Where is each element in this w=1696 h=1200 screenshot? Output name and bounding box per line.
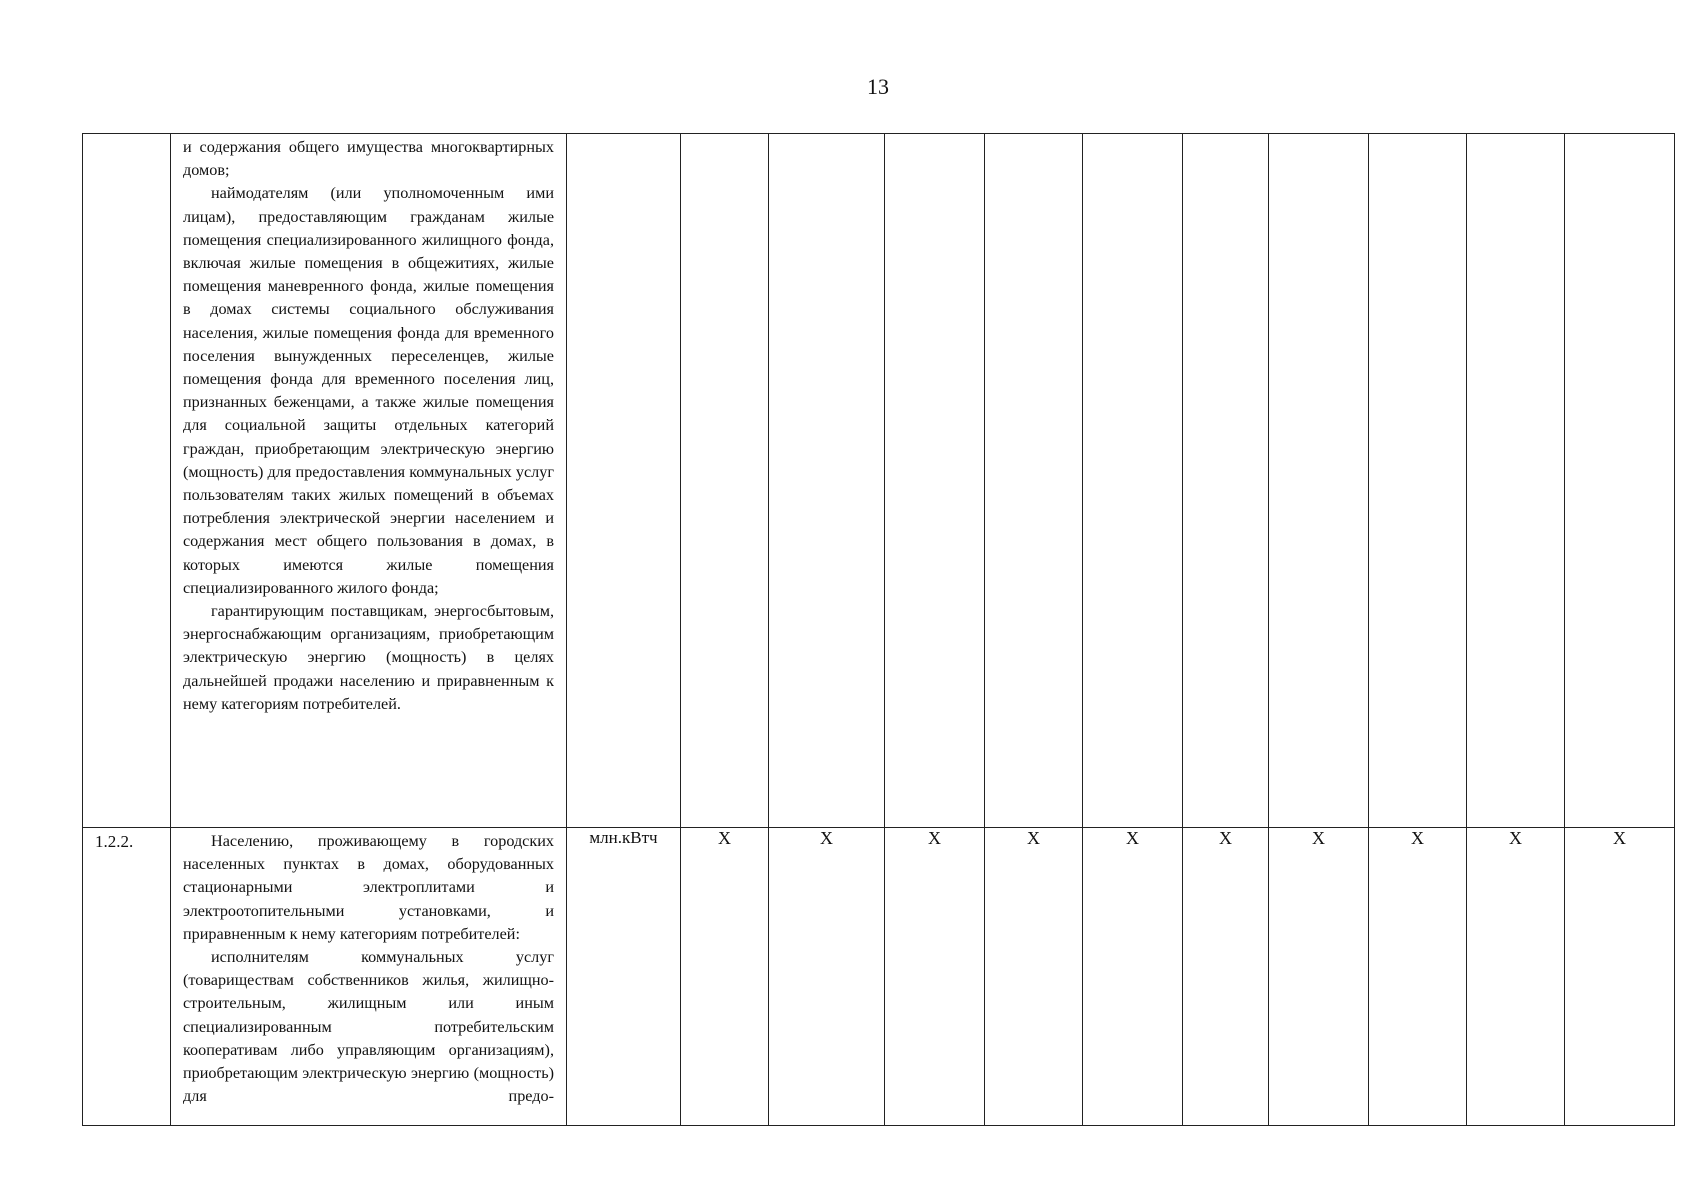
- value-cell: X: [681, 828, 769, 1126]
- value-cell: [1269, 134, 1369, 828]
- value-cell: [1083, 134, 1183, 828]
- value-cell: [985, 134, 1083, 828]
- value-cell: [769, 134, 885, 828]
- value-cell: X: [885, 828, 985, 1126]
- page-number: 13: [867, 74, 889, 99]
- table-row: [83, 828, 1675, 1126]
- value-cell: X: [985, 828, 1083, 1126]
- value-cell: [885, 134, 985, 828]
- value-cell: [1369, 134, 1467, 828]
- unit-cell: млн.кВтч: [567, 828, 681, 1126]
- table-row: [83, 134, 1675, 828]
- value-cell: [681, 134, 769, 828]
- description-paragraph: Населению, проживающему в городских населенных пунктах в домах, оборудованных стационарными электроплитами и электроотопительными установками, и приравненным к нему категориям потребителей:: [183, 832, 554, 943]
- description-cell: [171, 134, 567, 828]
- value-cell: X: [1269, 828, 1369, 1126]
- value-cell: X: [769, 828, 885, 1126]
- description-cell: [171, 828, 567, 1126]
- unit-cell: [567, 134, 681, 828]
- value-cell: [1183, 134, 1269, 828]
- row-number-cell: [83, 134, 171, 828]
- description-paragraph: наймодателям (или уполномоченным ими лицам), предоставляющим гражданам жилые помещения специализированного жилищного фонда, включая жилые помещения в общежитиях, жилые помещения маневренного фонда, жилые помещения в домах системы социального обслуживания населения, жилые помещения фонда для временного поселения вынужденных переселенцев, жилые помещения фонда для временного поселения лиц, признанных беженцами, а также жилые помещения для социальной защиты отдельных категорий граждан, приобретающим электрическую энергию (мощность) для предоставления коммунальных услуг пользователям таких жилых помещений в объемах потребления электрической энергии населением и содержания мест общего пользования в домах, в которых имеются жилые помещения специализированного жилого фонда;: [183, 184, 554, 597]
- value-cell: X: [1083, 828, 1183, 1126]
- value-cell: X: [1369, 828, 1467, 1126]
- value-cell: [1467, 134, 1565, 828]
- description-paragraph: гарантирующим поставщикам, энергосбытовым, энергоснабжающим организациям, приобретающим электрическую энергию (мощность) в целях дальнейшей продажи населению и приравненным к нему категориям потребителей.: [183, 602, 554, 713]
- description-paragraph: исполнителям коммунальных услуг (товариществам собственников жилья, жилищно-строительным, жилищным или иным специализированным потребительским кооперативам либо управляющим организациям), приобретающим электрическую энергию (мощность) для предо-: [183, 948, 554, 1106]
- value-cell: [1565, 134, 1675, 828]
- row-number-cell: 1.2.2.: [83, 828, 171, 1126]
- value-cell: X: [1565, 828, 1675, 1126]
- tariff-table: [82, 133, 1675, 1126]
- value-cell: X: [1467, 828, 1565, 1126]
- value-cell: X: [1183, 828, 1269, 1126]
- description-paragraph: и содержания общего имущества многоквартирных домов;: [183, 138, 554, 180]
